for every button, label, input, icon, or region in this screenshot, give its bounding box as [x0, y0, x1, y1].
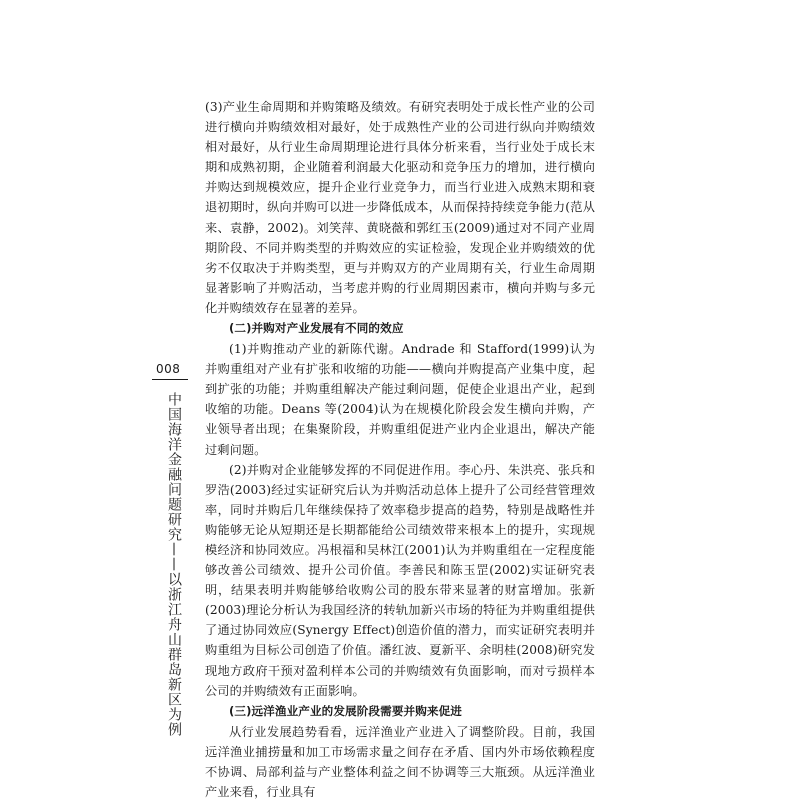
running-title: 中国海洋金融问题研究——以浙江舟山群岛新区为例 — [166, 392, 182, 737]
paragraph-fishery-development: 从行业发展趋势看看，远洋渔业产业进入了调整阶段。目前，我国远洋渔业捕捞量和加工市场需求量之间存在矛盾、国内外市场依赖程度不协调、局部利益与产业整体利益之间不协调等三大瓶颈。从远洋渔业产业来看，行业具有 — [205, 724, 595, 799]
paragraph-enterprise-promotion: (2)并购对企业能够发挥的不同促进作用。李心丹、朱洪亮、张兵和罗浩(2003)经过实证研究后认为并购活动总体上提升了公司经营管理效率，同时并购后几年继续保持了效率稳步提高的趋势，特别是战略性并购能够无论从短期还是长期都能给公司绩效带来根本上的提升，实现规模经济和协同效应。冯根福和吴林江(2001)认为并购重组在一定程度能够改善公司绩效、提升公司价值。李善民和陈玉罡(2002)实证研究表明，结果表明并购能够给收购公司的股东带来显著的财富增加。张新(2003)理论分析认为我国经济的转轨加新兴市场的特征为并购重组提供了通过协同效应(Synergy Effect)创造价值的潜力，而实证研究表明并购重组为目标公司创造了价值。潘红波、夏新平、余明桂(2008)研究发现地方政府干预对盈利样本公司的并购绩效有负面影响，而对亏损样本公司的并购绩效有正面影响。 — [205, 462, 595, 698]
page-number: 008 — [156, 362, 181, 376]
paragraph-industry-metabolism: (1)并购推动产业的新陈代谢。Andrade 和 Stafford(1999)认为并购重组对产业有扩张和收缩的功能——横向并购提高产业集中度，起到扩张的功能；并购重组解决产能过剩问题，促使企业退出产业，起到收缩的功能。Deans 等(2004)认为在规模化阶段会发生横向并购，产业领导者出现；在集聚阶段，并购重组促进产业内企业退出，解决产能过剩问题。 — [205, 342, 595, 457]
section-heading-2: (二)并购对产业发展有不同的效应 — [229, 321, 404, 336]
page-number-rule — [152, 379, 188, 380]
section-heading-3: (三)远洋渔业产业的发展阶段需要并购来促进 — [229, 703, 462, 718]
paragraph-industry-life-cycle: (3)产业生命周期和并购策略及绩效。有研究表明处于成长性产业的公司进行横向并购绩效相对最好，处于成熟性产业的公司进行纵向并购绩效相对最好，从行业生命周期理论进行具体分析来看，当行业处于成长末期和成熟初期，企业随着利润最大化驱动和竞争压力的增加，进行横向并购达到规模效应，提升企业行业竞争力，而当行业进入成熟末期和衰退初期时，纵向并购可以进一步降低成本，从而保持持续竞争能力(范从来、袁静，2002)。刘笑萍、黄晓薇和郭红玉(2009)通过对不同产业周期阶段、不同并购类型的并购效应的实证检验，发现企业并购绩效的优劣不仅取决于并购类型，更与并购双方的产业周期有关，行业生命周期显著影响了并购活动，当考虑并购的行业周期因素市，横向并购与多元化并购绩效存在显著的差异。 — [205, 100, 595, 315]
body-text — [205, 97, 595, 802]
